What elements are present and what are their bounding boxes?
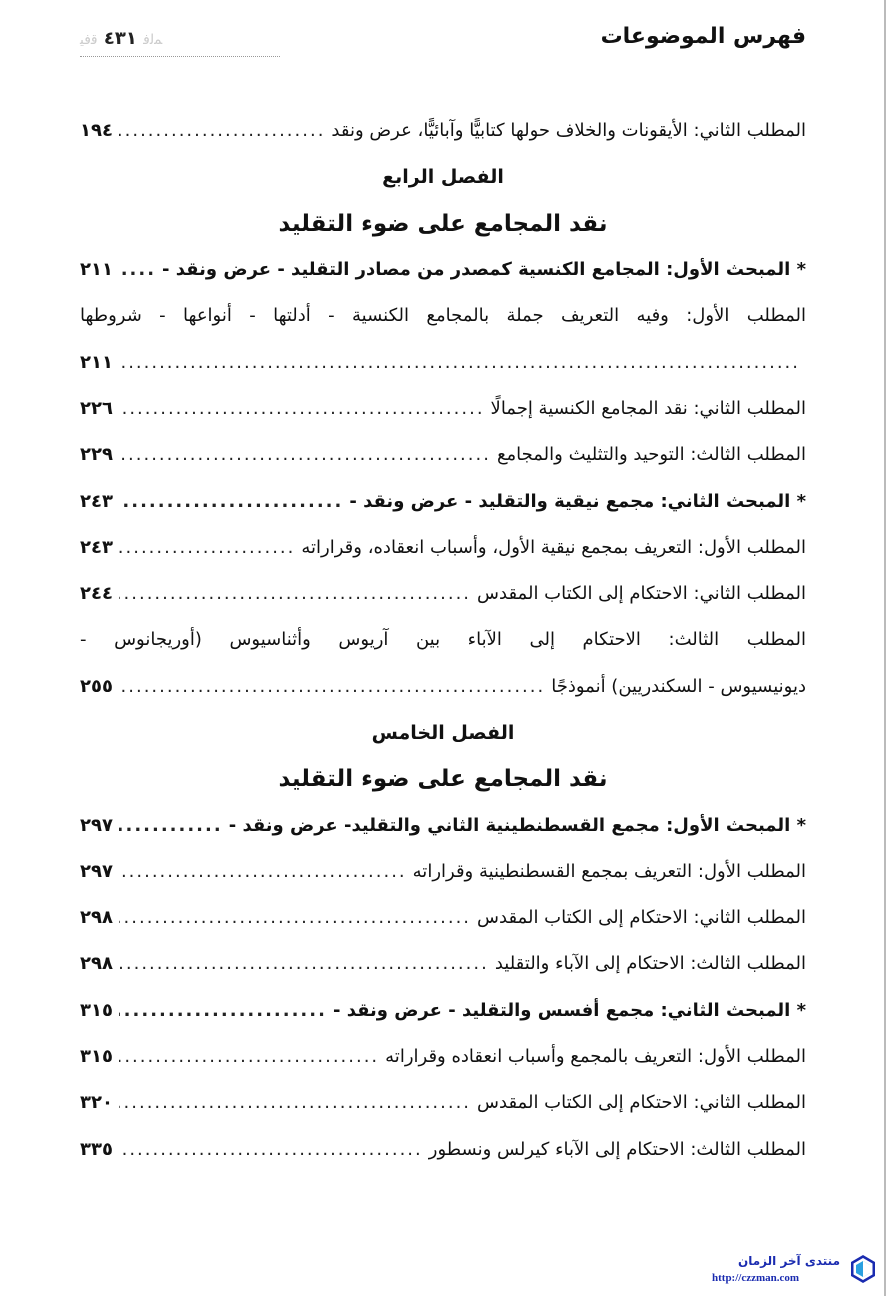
entry-page-number: ٣١٥ — [80, 999, 113, 1021]
toc-entry — [80, 617, 806, 663]
toc-entry — [80, 525, 806, 571]
entry-title: المطلب الثاني: الاحتكام إلى الكتاب المقدس — [477, 1092, 806, 1114]
dot-leader — [119, 988, 327, 1034]
toc-entry — [80, 1127, 806, 1173]
chapter-heading — [80, 154, 806, 200]
dot-leader — [119, 803, 223, 849]
entry-title: المطلب الأول: التعريف بالمجمع وأسباب انعقاده وقراراته — [385, 1046, 806, 1068]
heading-text: نقد المجامع على ضوء التقليد — [278, 766, 608, 793]
page-border — [884, 0, 886, 1296]
page-header — [80, 22, 806, 62]
toc-entry — [80, 941, 806, 987]
entry-title: المطلب الثالث: التوحيد والتثليث والمجامع — [496, 444, 806, 466]
dot-leader — [119, 525, 295, 571]
entry-page-number: ٣٣٥ — [80, 1138, 113, 1160]
toc-entry — [80, 664, 806, 710]
entry-title: * المبحث الأول: المجامع الكنسية كمصدر من مصادر التقليد - عرض ونقد - — [162, 259, 806, 281]
entry-page-number: ٣١٥ — [80, 1046, 113, 1068]
entry-page-number: ٢١١ — [80, 259, 113, 281]
entry-title: المطلب الثالث: الاحتكام إلى الآباء كيرلس ونسطور — [428, 1138, 806, 1160]
entry-title: ديونيسيوس - السكندريين) أنموذجًا — [551, 675, 806, 697]
dot-leader — [119, 247, 156, 293]
dot-leader — [119, 108, 325, 154]
toc-entry — [80, 386, 806, 432]
entry-page-number: ٢٢٩ — [80, 444, 113, 466]
page-number-value: ٤٣١ — [103, 28, 137, 49]
toc-section-entry — [80, 988, 806, 1034]
entry-page-number: ٢٢٦ — [80, 397, 113, 419]
toc-entry — [80, 1034, 806, 1080]
dot-leader — [119, 941, 489, 987]
chapter-heading — [80, 710, 806, 756]
toc-entry — [80, 108, 806, 154]
dot-leader — [119, 664, 545, 710]
dot-leader — [119, 386, 485, 432]
toc-entry — [80, 849, 806, 895]
entry-page-number: ٣٢٠ — [80, 1092, 113, 1114]
entry-title: المطلب الثاني: الاحتكام إلى الكتاب المقدس — [477, 583, 806, 605]
dot-leader — [119, 1080, 471, 1126]
entry-page-number: ٢٩٨ — [80, 953, 113, 975]
forum-name: منتدى آخر الزمان — [738, 1254, 840, 1268]
entry-page-number: ١٩٤ — [80, 120, 113, 142]
toc-section-entry — [80, 802, 806, 848]
dot-leader — [119, 340, 800, 386]
toc-entry — [80, 432, 806, 478]
table-of-contents — [80, 108, 806, 1173]
toc-entry — [80, 293, 806, 339]
dot-leader — [119, 895, 471, 941]
entry-page-number: ٢٥٥ — [80, 675, 113, 697]
faint-ornament: ﻗﻓﻴ — [80, 32, 98, 48]
entry-title: المطلب الثالث: الاحتكام إلى الآباء بين آريوس وأثناسيوس (أوريجانوس - — [80, 629, 806, 651]
dot-leader — [119, 1034, 379, 1080]
entry-title: المطلب الأول: وفيه التعريف جملة بالمجامع الكنسية - أدلتها - أنواعها - شروطها — [80, 305, 806, 327]
chapter-title — [80, 756, 806, 802]
heading-text: الفصل الرابع — [382, 166, 504, 189]
forum-watermark — [712, 1252, 882, 1292]
entry-page-number: ٢٩٧ — [80, 814, 113, 836]
chapter-title — [80, 201, 806, 247]
page-number — [80, 28, 162, 49]
entry-title: المطلب الأول: التعريف بمجمع القسطنطينية وقراراته — [412, 860, 806, 882]
dot-leader — [119, 479, 343, 525]
entry-page-number: ٢٩٧ — [80, 860, 113, 882]
toc-section-entry — [80, 247, 806, 293]
entry-title: المطلب الأول: التعريف بمجمع نيقية الأول، وأسباب انعقاده، وقراراته — [301, 536, 806, 558]
dot-leader — [119, 432, 491, 478]
toc-entry — [80, 339, 806, 385]
toc-section-entry — [80, 478, 806, 524]
header-rule — [80, 56, 280, 57]
entry-title: المطلب الثاني: الأيقونات والخلاف حولها كتابيًّا وآبائيًّا، عرض ونقد — [331, 120, 806, 142]
dot-leader — [119, 571, 471, 617]
heading-text: الفصل الخامس — [371, 722, 515, 744]
entry-title: المطلب الثالث: الاحتكام إلى الآباء والتقليد — [494, 953, 806, 975]
hexagon-logo-icon — [848, 1254, 878, 1284]
dot-leader — [119, 849, 407, 895]
entry-title: * المبحث الثاني: مجمع نيقية والتقليد - عرض ونقد - — [349, 490, 806, 512]
toc-entry — [80, 571, 806, 617]
toc-entry — [80, 1080, 806, 1126]
faint-ornament: ﻤﻟﻓ — [143, 32, 163, 48]
entry-title: * المبحث الأول: مجمع القسطنطينية الثاني والتقليد- عرض ونقد - — [228, 814, 806, 836]
entry-title: المطلب الثاني: الاحتكام إلى الكتاب المقدس — [477, 907, 806, 929]
entry-page-number: ٢١١ — [80, 351, 113, 373]
dot-leader — [119, 1127, 423, 1173]
running-title: فهرس الموضوعات — [600, 24, 806, 49]
entry-page-number: ٢٤٣ — [80, 490, 113, 512]
entry-page-number: ٢٩٨ — [80, 907, 113, 929]
entry-page-number: ٢٤٤ — [80, 583, 113, 605]
entry-title: * المبحث الثاني: مجمع أفسس والتقليد - عرض ونقد - — [332, 999, 806, 1021]
toc-entry — [80, 895, 806, 941]
heading-text: نقد المجامع على ضوء التقليد — [278, 210, 608, 237]
forum-url[interactable]: http://czzman.com — [712, 1272, 800, 1284]
entry-page-number: ٢٤٣ — [80, 536, 113, 558]
entry-title: المطلب الثاني: نقد المجامع الكنسية إجمالًا — [490, 397, 806, 419]
